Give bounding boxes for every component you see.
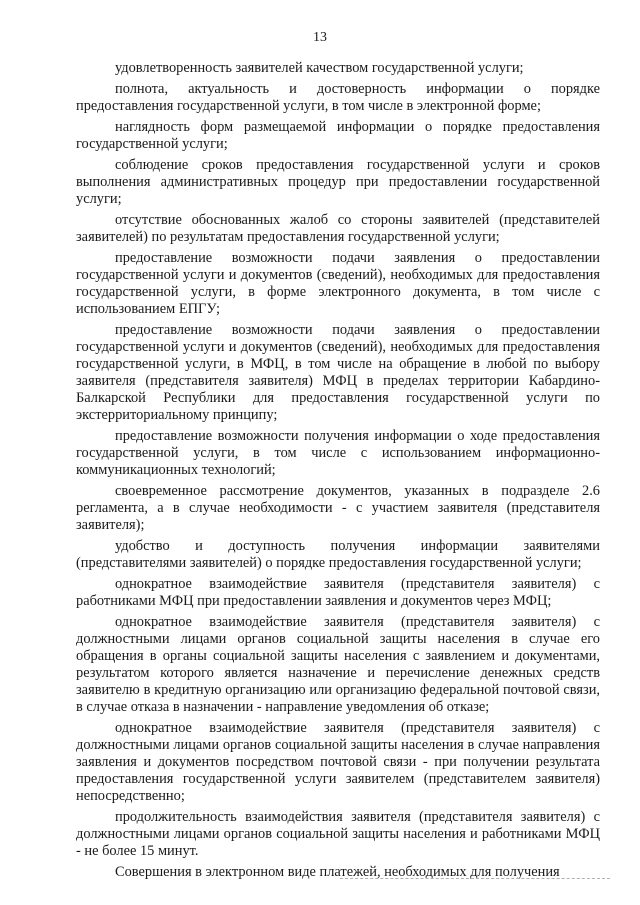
paragraph: удовлетворенность заявителей качеством государственной услуги; bbox=[115, 60, 524, 76]
paragraph: предоставление возможности получения информации о ходе предоставления государственной услуги, в том числе с использованием информационно-коммуникационных технологий; bbox=[76, 428, 600, 478]
paragraph: удобство и доступность получения информации заявителями (представителями заявителей) о порядке предоставления государственной услуги; bbox=[76, 538, 600, 571]
paragraph: предоставление возможности подачи заявления о предоставлении государственной услуги и документов (сведений), необходимых для предоставления государственной услуги, в МФЦ, в том числе на обращение в любой по выбору заявителя (представителя заявителя) МФЦ в пределах территории Кабардино-Балкарской Республики для предоставления государственной услуги по экстерриториальному принципу; bbox=[76, 322, 600, 423]
paragraph: предоставление возможности подачи заявления о предоставлении государственной услуги и документов (сведений), необходимых для предоставления государственной услуги, в форме электронного документа, в том числе с использованием ЕПГУ; bbox=[76, 250, 600, 317]
paragraph: однократное взаимодействие заявителя (представителя заявителя) с должностными лицами органов социальной защиты населения в случае его обращения в органы социальной защиты населения с заявлением и документами, результатом которого является назначение и перечисление денежных средств заявителю в кредитную организацию или организацию федеральной почтовой связи, в случае отказа в назначении - направление уведомления об отказе; bbox=[76, 614, 600, 715]
paragraph: Совершения в электронном виде платежей, необходимых для получения bbox=[115, 864, 560, 880]
paragraph: соблюдение сроков предоставления государственной услуги и сроков выполнения административных процедур при предоставлении государственной услуги; bbox=[76, 157, 600, 207]
document-body bbox=[76, 60, 600, 885]
paragraph: однократное взаимодействие заявителя (представителя заявителя) с работниками МФЦ при предоставлении заявления и документов через МФЦ; bbox=[76, 576, 600, 609]
paragraph: наглядность форм размещаемой информации о порядке предоставления государственной услуги; bbox=[76, 119, 600, 152]
paragraph: отсутствие обоснованных жалоб со стороны заявителей (представителей заявителей) по результатам предоставления государственной услуги; bbox=[76, 212, 600, 245]
paragraph: полнота, актуальность и достоверность информации о порядке предоставления государственной услуги, в том числе в электронной форме; bbox=[76, 81, 600, 114]
paragraph: своевременное рассмотрение документов, указанных в подразделе 2.6 регламента, а в случае необходимости - с участием заявителя (представителя заявителя); bbox=[76, 483, 600, 533]
paragraph: однократное взаимодействие заявителя (представителя заявителя) с должностными лицами органов социальной защиты населения в случае направления заявления и документов посредством почтовой связи - при получении результата предоставления государственной услуги заявителем (представителем заявителя) непосредственно; bbox=[76, 720, 600, 804]
page-number: 13 bbox=[313, 30, 327, 45]
scan-artifact-line bbox=[340, 878, 610, 880]
paragraph: продолжительность взаимодействия заявителя (представителя заявителя) с должностными лицами органов социальной защиты населения и работниками МФЦ - не более 15 минут. bbox=[76, 809, 600, 859]
